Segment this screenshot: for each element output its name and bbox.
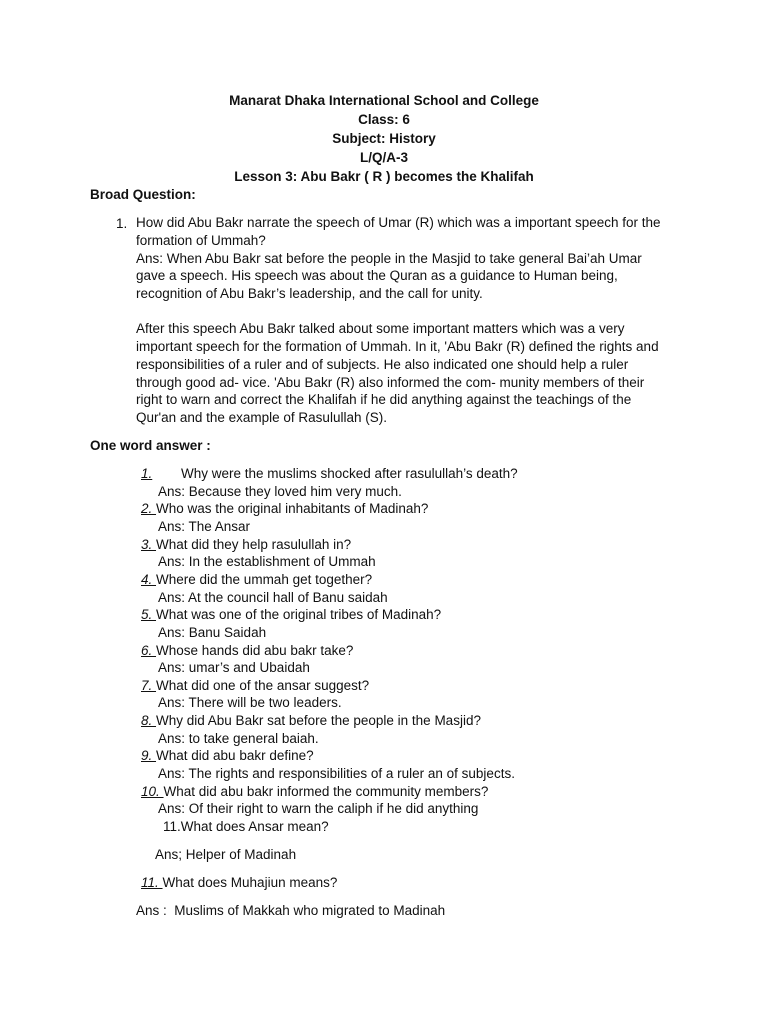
broad-line-4: gave a speech. His speech was about the Quran as a guidance to Human being,	[136, 268, 618, 283]
list-item	[141, 606, 441, 624]
item-number: 10.	[141, 784, 164, 799]
item-question: Why were the muslims shocked after rasulullah’s death?	[181, 466, 518, 481]
item-number: 4.	[141, 572, 157, 587]
item-question: What did abu bakr informed the community members?	[163, 784, 489, 799]
item-question: What was one of the original tribes of Madinah?	[156, 607, 442, 622]
item-answer: Ans: Of their right to warn the caliph if he did anything	[158, 801, 479, 816]
broad-question-number: 1.	[116, 216, 128, 231]
item-question: What does Muhajiun means?	[162, 875, 338, 890]
list-item	[141, 571, 372, 589]
item-question: Where did the ummah get together?	[156, 572, 373, 587]
one-word-heading: One word answer :	[90, 438, 211, 453]
broad-line-2: formation of Ummah?	[136, 233, 266, 248]
item-answer: Ans: Banu Saidah	[158, 625, 267, 640]
lesson-title: Lesson 3: Abu Bakr ( R ) becomes the Khalifah	[234, 169, 534, 184]
item-question: What did abu bakr define?	[156, 748, 314, 763]
broad-para2-line-3: responsibilities of a ruler and of subjects. He also indicated one should help a ruler	[136, 357, 629, 372]
item-number: 1.	[141, 466, 153, 481]
item-question: What did one of the ansar suggest?	[156, 678, 370, 693]
list-item	[141, 747, 314, 765]
item-answer: Ans: There will be two leaders.	[158, 695, 342, 710]
list-item	[141, 874, 337, 892]
list-item	[141, 677, 369, 695]
item-answer: Ans: The Ansar	[158, 519, 251, 534]
item-question: Why did Abu Bakr sat before the people in the Masjid?	[156, 713, 481, 728]
class-label: Class: 6	[358, 112, 410, 127]
broad-para2-line-6: Qur'an and the example of Rasulullah (S).	[136, 410, 387, 425]
item-number: 11.	[141, 875, 163, 890]
item-number: 5.	[141, 607, 157, 622]
broad-para2-line-4: through good ad- vice. 'Abu Bakr (R) also informed the com- munity members of their	[136, 375, 645, 390]
broad-line-1: How did Abu Bakr narrate the speech of Umar (R) which was a important speech for the	[136, 215, 661, 230]
item-question-11-ansar: 11.What does Ansar mean?	[163, 819, 329, 834]
school-name: Manarat Dhaka International School and College	[229, 93, 539, 108]
item-number: 3.	[141, 537, 157, 552]
item-answer: Ans: Because they loved him very much.	[158, 484, 402, 499]
item-answer: Ans: In the establishment of Ummah	[158, 554, 376, 569]
list-item	[141, 500, 428, 518]
item-answer: Ans: The rights and responsibilities of a ruler an of subjects.	[158, 766, 515, 781]
item-number: 7.	[141, 678, 157, 693]
item-answer-11-muhajiun: Ans : Muslims of Makkah who migrated to Madinah	[136, 903, 446, 918]
broad-line-5: recognition of Abu Bakr’s leadership, and the call for unity.	[136, 286, 483, 301]
item-number: 2.	[141, 501, 157, 516]
list-item	[141, 642, 353, 660]
broad-para2-line-5: right to warn and correct the Khalifah if he did anything against the teachings of the	[136, 392, 632, 407]
subject-label: Subject: History	[332, 131, 436, 146]
item-question: Whose hands did abu bakr take?	[156, 643, 354, 658]
list-item	[141, 536, 351, 554]
item-question: Who was the original inhabitants of Madinah?	[156, 501, 429, 516]
item-number: 6.	[141, 643, 157, 658]
list-item	[141, 465, 518, 483]
broad-para2-line-2: important speech for the formation of Ummah. In it, 'Abu Bakr (R) defined the rights and	[136, 339, 659, 354]
broad-para2-line-1: After this speech Abu Bakr talked about some important matters which was a very	[136, 321, 625, 336]
item-answer: Ans: At the council hall of Banu saidah	[158, 590, 388, 605]
item-answer-11-ansar: Ans; Helper of Madinah	[155, 847, 297, 862]
item-question: What did they help rasulullah in?	[156, 537, 352, 552]
code-label: L/Q/A-3	[359, 150, 408, 165]
item-answer: Ans: to take general baiah.	[158, 731, 319, 746]
item-number: 8.	[141, 713, 157, 728]
item-number: 9.	[141, 748, 157, 763]
item-answer: Ans: umar’s and Ubaidah	[158, 660, 310, 675]
broad-question-heading: Broad Question:	[90, 187, 196, 202]
list-item	[141, 783, 488, 801]
broad-line-3: Ans: When Abu Bakr sat before the people in the Masjid to take general Bai’ah Umar	[136, 251, 642, 266]
list-item	[141, 712, 481, 730]
